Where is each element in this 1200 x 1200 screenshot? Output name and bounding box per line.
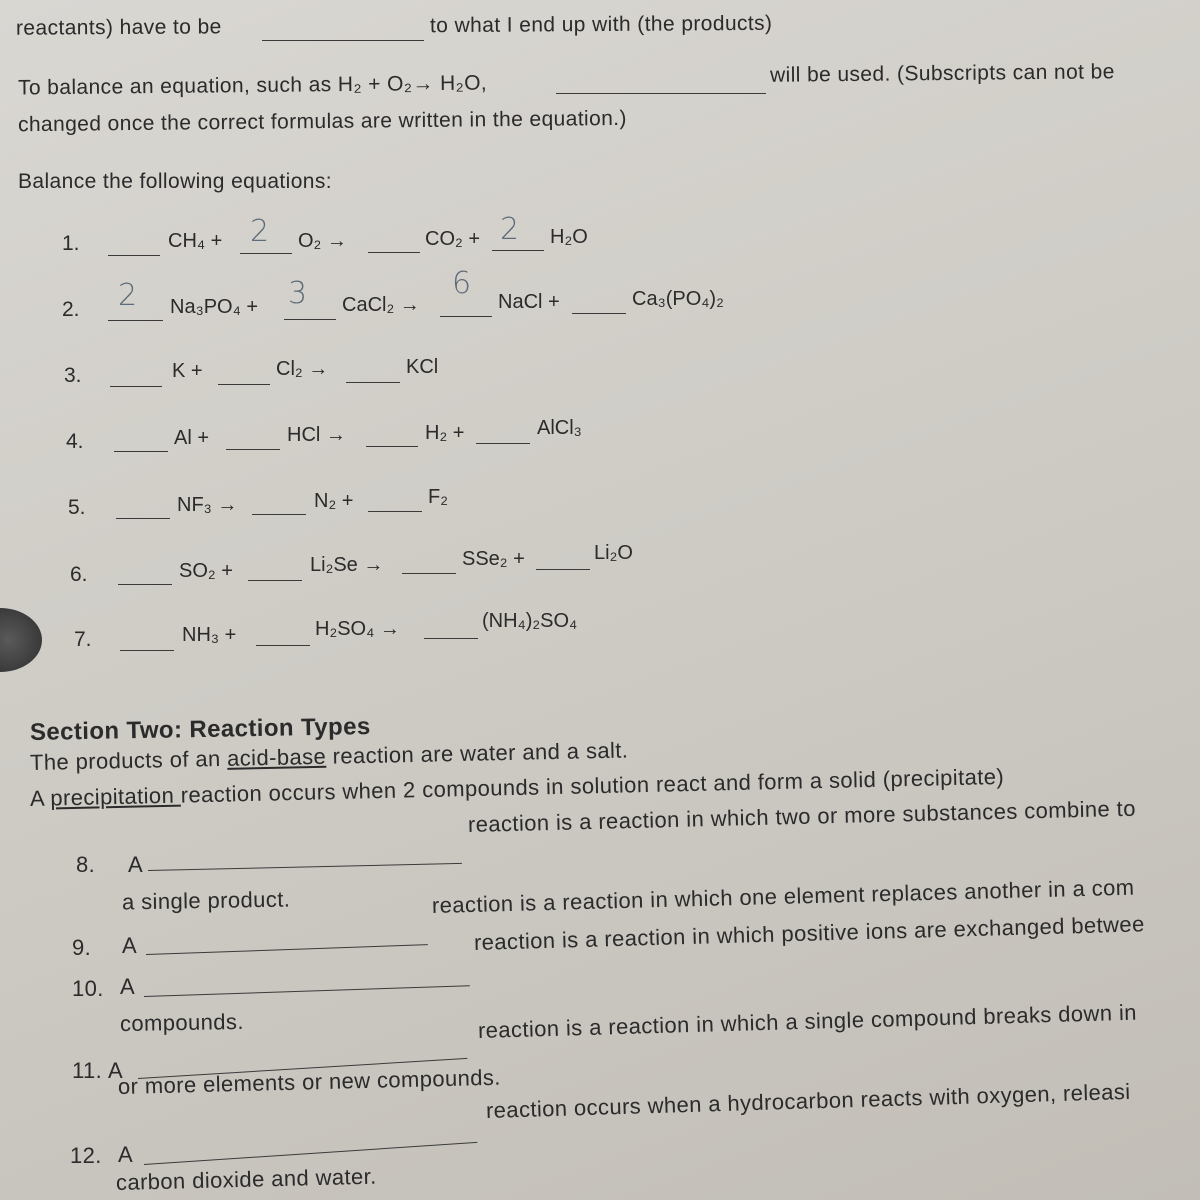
eq2-term-2: CaCl₂ → (342, 294, 420, 316)
eq3-number: 3. (64, 364, 82, 387)
eq4-blank-2 (226, 449, 280, 450)
eq6-term-3: SSe₂ + (462, 548, 525, 570)
eq2-number: 2. (62, 298, 80, 321)
q8-continuation: a single product. (121, 886, 291, 915)
eq1-blank-4 (492, 250, 544, 251)
eq6-number: 6. (70, 563, 88, 586)
intro-blank-1 (262, 40, 424, 41)
acid-base-post: reaction are water and a salt. (325, 737, 629, 769)
eq2-handwritten-1: 3 (288, 276, 308, 311)
q8-blank (148, 863, 462, 871)
eq5-number: 5. (68, 496, 86, 519)
q11-continuation: or more elements or new compounds. (117, 1064, 502, 1099)
eq3-blank-3 (346, 382, 400, 383)
eq4-term-1: Al + (174, 427, 210, 449)
acid-base-pre: The products of an (29, 745, 228, 775)
q12-text: reaction occurs when a hydrocarbon reacts with oxygen, releasi (485, 1078, 1131, 1123)
eq2-term-4: Ca₃(PO₄)₂ (632, 288, 724, 310)
eq1-handwritten-2: 2 (500, 212, 520, 247)
balance-heading: Balance the following equations: (18, 170, 333, 193)
q12-blank (144, 1142, 477, 1165)
eq7-term-1: NH₃ + (182, 624, 237, 646)
q9-text: reaction is a reaction in which one element replaces another in a com (431, 874, 1135, 918)
eq7-blank-3 (424, 638, 478, 639)
eq5-term-1: NF₃ → (177, 494, 238, 516)
intro-line3: changed once the correct formulas are written in the equation.) (17, 106, 627, 137)
eq4-term-4: AlCl₃ (537, 417, 582, 439)
eq2-blank-1 (108, 320, 163, 321)
eq6-blank-2 (248, 580, 302, 581)
eq1-term-3: CO₂ + (425, 228, 480, 250)
intro-line2-right: will be used. (Subscripts can not be (769, 60, 1115, 87)
eq2-blank-2 (284, 319, 336, 320)
eq3-term-1: K + (172, 360, 203, 382)
eq2-term-1: Na₃PO₄ + (170, 296, 259, 318)
intro-line1-left: reactants) have to be (15, 15, 222, 40)
q8-article: A (128, 852, 144, 877)
intro-line1-right: to what I end up with (the products) (429, 11, 773, 38)
eq7-term-2: H₂SO₄ → (315, 618, 400, 640)
eq6-blank-4 (536, 569, 590, 570)
q11-article: A (108, 1058, 124, 1083)
eq2-blank-3 (440, 316, 492, 317)
q12-article: A (118, 1142, 134, 1167)
eq3-blank-1 (110, 386, 162, 387)
q12-continuation: carbon dioxide and water. (115, 1163, 377, 1195)
intro-blank-2 (556, 93, 766, 94)
q11-number: 11. (72, 1058, 103, 1083)
eq1-term-2: O₂ → (298, 230, 347, 252)
eq5-term-2: N₂ + (314, 490, 354, 512)
eq1-number: 1. (62, 232, 80, 255)
eq1-blank-1 (108, 255, 160, 256)
eq1-term-1: CH₄ + (168, 230, 223, 252)
eq4-term-2: HCl → (287, 424, 346, 446)
q10-continuation: compounds. (119, 1008, 245, 1037)
eq4-blank-4 (476, 443, 530, 444)
q8-text: reaction is a reaction in which two or more substances combine to (467, 795, 1137, 837)
eq6-term-4: Li₂O (594, 542, 633, 564)
q12-number: 12. (70, 1143, 102, 1168)
eq5-blank-2 (252, 514, 306, 515)
q10-article: A (120, 974, 136, 999)
acid-base-term: acid-base (226, 743, 327, 771)
eq1-blank-2 (240, 253, 292, 254)
eq2-handwritten-0: 2 (118, 278, 138, 313)
eq3-blank-2 (218, 384, 270, 385)
q11-text: reaction is a reaction in which a single compound breaks down in (477, 999, 1138, 1043)
eq4-number: 4. (66, 430, 84, 453)
eq3-term-3: KCl (406, 356, 439, 378)
q10-text: reaction is a reaction in which positive ions are exchanged betwee (473, 911, 1145, 955)
q10-blank (144, 985, 470, 997)
eq4-blank-3 (366, 446, 418, 447)
precipitation-post: reaction occurs when 2 compounds in solution react and form a solid (precipitate) (180, 763, 1005, 808)
q9-article: A (122, 933, 138, 958)
eq2-blank-4 (572, 313, 626, 314)
eq4-blank-1 (114, 451, 168, 452)
eq5-term-3: F₂ (428, 486, 448, 508)
eq2-term-3: NaCl + (498, 291, 560, 313)
eq6-blank-3 (402, 573, 456, 574)
eq6-term-1: SO₂ + (179, 560, 233, 582)
eq7-blank-1 (120, 650, 174, 651)
q9-number: 9. (72, 935, 92, 960)
eq6-term-2: Li₂Se → (310, 554, 384, 576)
eq3-term-2: Cl₂ → (276, 358, 329, 380)
q9-blank (146, 944, 428, 955)
eq7-number: 7. (74, 628, 92, 651)
precipitation-pre: A (29, 785, 51, 811)
eq2-handwritten-2: 6 (452, 266, 472, 301)
eq1-handwritten-1: 2 (250, 214, 270, 249)
eq7-blank-2 (256, 645, 310, 646)
section-two-heading: Section Two: Reaction Types (29, 713, 371, 746)
eq1-term-4: H₂O (550, 226, 588, 248)
eq5-blank-1 (116, 518, 170, 519)
precipitation-term: precipitation (50, 782, 181, 811)
eq1-blank-3 (368, 252, 420, 253)
eq6-blank-1 (118, 584, 172, 585)
punch-hole (0, 608, 42, 672)
eq4-term-3: H₂ + (425, 422, 465, 444)
eq7-term-3: (NH₄)₂SO₄ (482, 610, 578, 632)
eq5-blank-3 (368, 511, 422, 512)
q8-number: 8. (76, 852, 96, 877)
q10-number: 10. (72, 976, 104, 1001)
intro-line2-left: To balance an equation, such as H₂ + O₂→ H₂O, (17, 71, 488, 100)
